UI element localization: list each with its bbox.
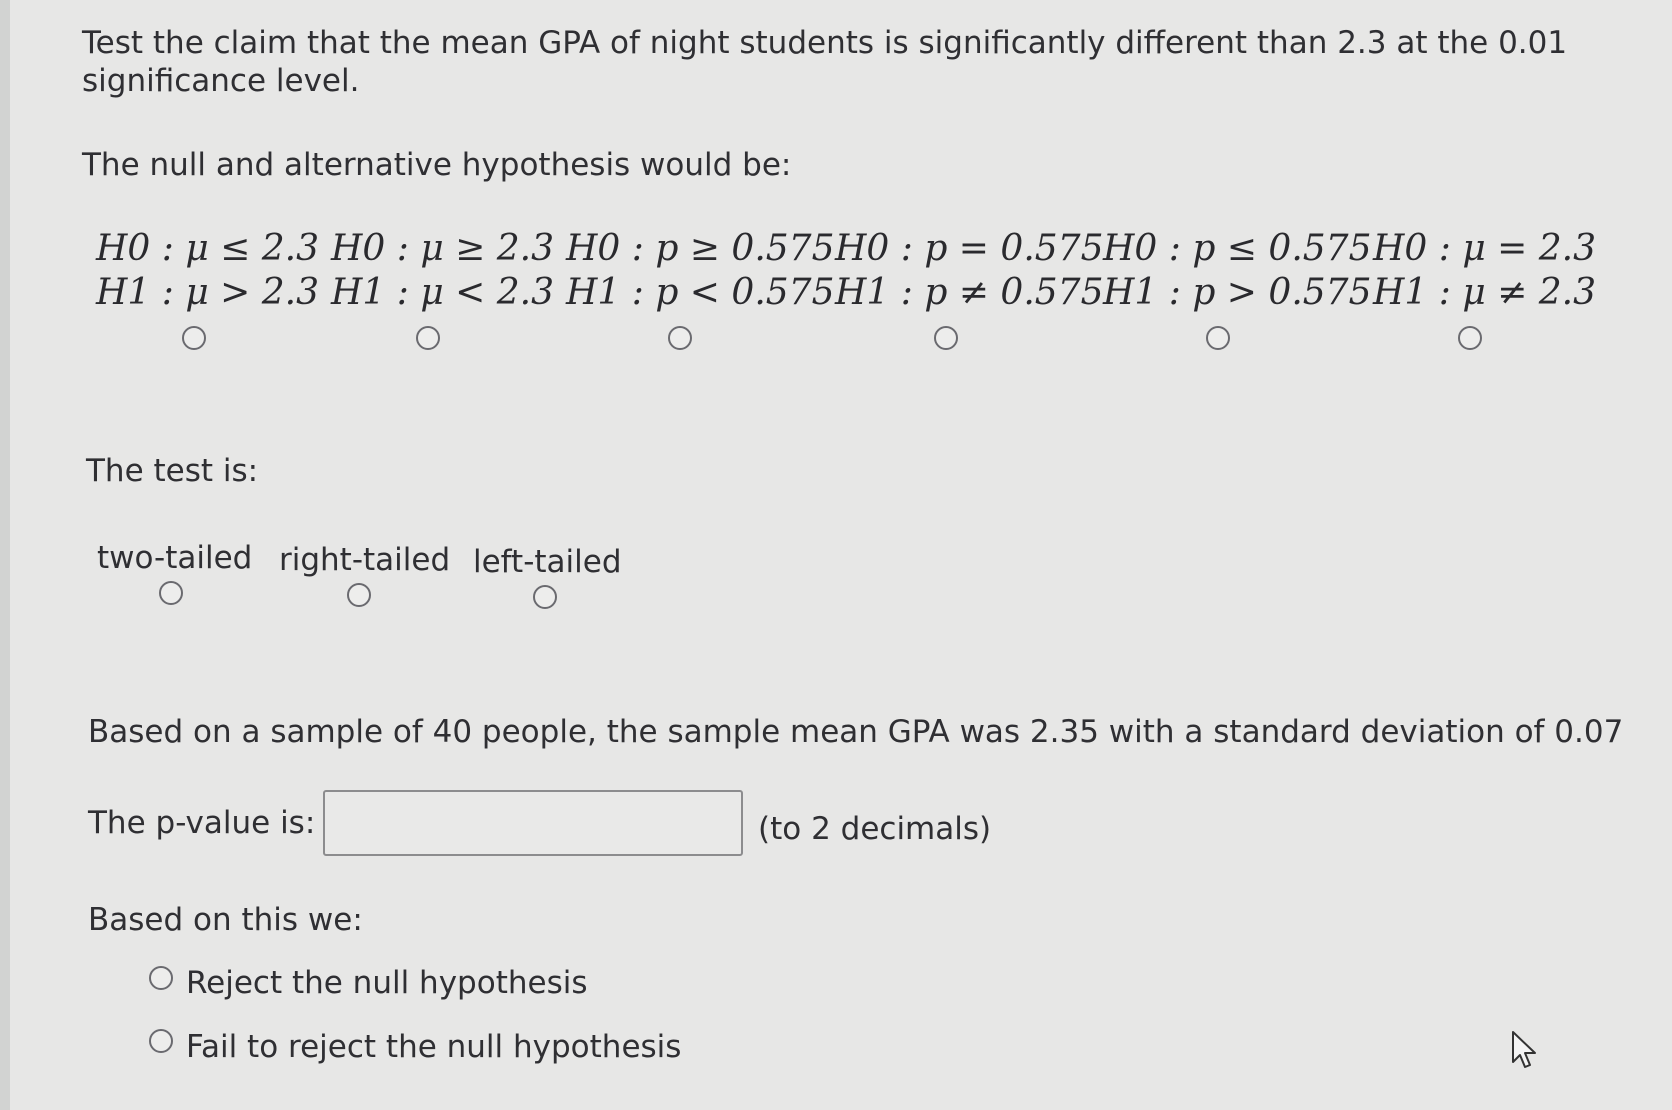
conclusion-label-reject: Reject the null hypothesis: [186, 965, 588, 1001]
h0-option-2: H0 : μ ≥ 2.3: [331, 228, 555, 269]
page-edge: [0, 0, 10, 1110]
conclusion-label-fail-to-reject: Fail to reject the null hypothesis: [186, 1029, 682, 1065]
question-text: Test the claim that the mean GPA of night students is significantly different than 2.3 at the 0.01 significance level.: [82, 25, 1568, 99]
pvalue-label: The p-value is:: [88, 805, 316, 841]
test-radio-left-tailed[interactable]: [533, 585, 557, 609]
h0-option-6: H0 : μ = 2.3: [1373, 228, 1597, 269]
hypothesis-radio-4[interactable]: [934, 326, 958, 350]
conclusion-radio-reject[interactable]: [149, 966, 173, 990]
h0-option-1: H0 : μ ≤ 2.3: [96, 228, 320, 269]
conclusion-prompt: Based on this we:: [88, 902, 363, 938]
h0-option-4: H0 : p = 0.575: [835, 228, 1104, 269]
mouse-pointer-icon: [1510, 1030, 1544, 1070]
h0-option-3: H0 : p ≥ 0.575: [566, 228, 835, 269]
h1-option-1: H1 : μ > 2.3: [96, 272, 320, 313]
h1-option-6: H1 : μ ≠ 2.3: [1373, 272, 1597, 313]
h1-option-2: H1 : μ < 2.3: [331, 272, 555, 313]
h1-option-4: H1 : p ≠ 0.575: [835, 272, 1104, 313]
test-radio-right-tailed[interactable]: [347, 583, 371, 607]
hypothesis-radio-6[interactable]: [1458, 326, 1482, 350]
hypothesis-radio-3[interactable]: [668, 326, 692, 350]
pvalue-hint: (to 2 decimals): [758, 811, 992, 847]
test-option-label-right-tailed: right-tailed: [279, 542, 451, 578]
hypothesis-radio-2[interactable]: [416, 326, 440, 350]
test-prompt: The test is:: [86, 453, 259, 489]
test-option-label-two-tailed: two-tailed: [97, 540, 253, 576]
hypothesis-radio-5[interactable]: [1206, 326, 1230, 350]
hypothesis-prompt: The null and alternative hypothesis would be:: [82, 147, 792, 183]
test-radio-two-tailed[interactable]: [159, 581, 183, 605]
sample-info-text: Based on a sample of 40 people, the sample mean GPA was 2.35 with a standard deviation of 0.07: [88, 714, 1624, 750]
pvalue-input[interactable]: [323, 790, 743, 856]
h1-option-3: H1 : p < 0.575: [566, 272, 835, 313]
h1-option-5: H1 : p > 0.575: [1103, 272, 1372, 313]
conclusion-radio-fail-to-reject[interactable]: [149, 1029, 173, 1053]
hypothesis-radio-1[interactable]: [182, 326, 206, 350]
h0-option-5: H0 : p ≤ 0.575: [1103, 228, 1372, 269]
test-option-label-left-tailed: left-tailed: [473, 544, 622, 580]
